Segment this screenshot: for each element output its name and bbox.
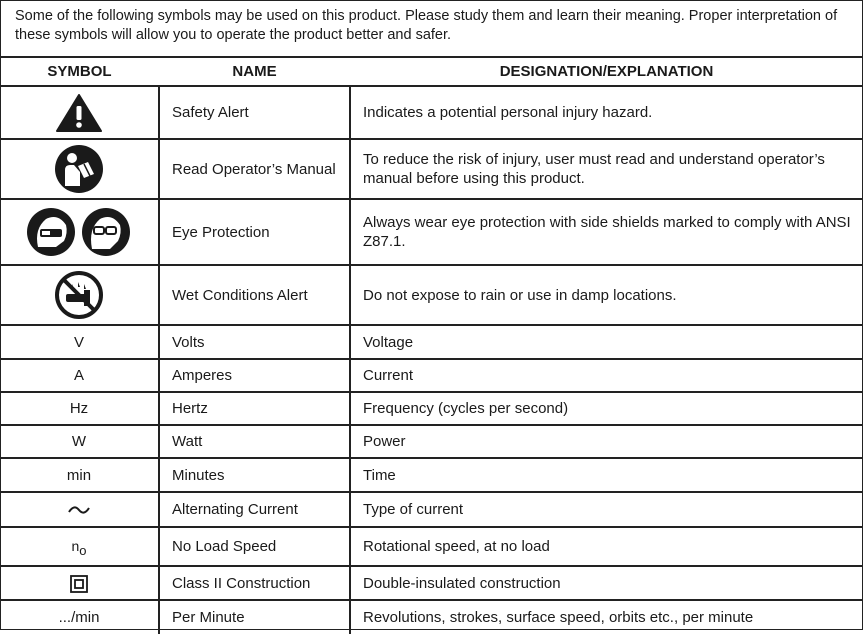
table-row: [0, 325, 863, 359]
symbol-cell: [0, 392, 159, 425]
explanation-cell: Current: [350, 359, 863, 392]
name-cell: Volts: [159, 325, 350, 359]
explanation-cell: Revolutions, strokes, surface speed, orbits etc., per minute: [350, 600, 863, 634]
wet-conditions-icon: [54, 270, 104, 320]
name-cell: Wet Conditions Alert: [159, 265, 350, 325]
symbol-cell: [0, 425, 159, 458]
table-row: [0, 458, 863, 492]
name-cell: Per Minute: [159, 600, 350, 634]
symbol-cell: [0, 492, 159, 527]
symbol-cell: [0, 139, 159, 199]
explanation-cell: Power: [350, 425, 863, 458]
name-cell: Minutes: [159, 458, 350, 492]
symbol-cell: [0, 566, 159, 600]
table-row: [0, 492, 863, 527]
table-row: [0, 566, 863, 600]
table-row: [0, 199, 863, 265]
table-row: [0, 425, 863, 458]
name-cell: Hertz: [159, 392, 350, 425]
name-cell: Safety Alert: [159, 86, 350, 139]
symbol-cell: [0, 600, 159, 634]
symbol-subscript: o: [79, 543, 87, 558]
symbol-cell: [0, 458, 159, 492]
alternating-current-icon: [67, 503, 91, 517]
symbol-text: Hz: [69, 400, 89, 417]
symbol-cell: [0, 199, 159, 265]
symbol-cell: [0, 325, 159, 359]
symbol-cell: [0, 527, 159, 566]
name-cell: Alternating Current: [159, 492, 350, 527]
symbol-cell: [0, 86, 159, 139]
name-cell: Class II Construction: [159, 566, 350, 600]
symbol-text: V: [73, 333, 84, 351]
explanation-cell: Frequency (cycles per second): [350, 392, 863, 425]
table-row: [0, 86, 863, 139]
table-row: [0, 359, 863, 392]
symbol-text: W: [71, 433, 87, 450]
class-ii-construction-icon: [70, 575, 88, 593]
intro-text: Some of the following symbols may be used on this product. Please study them and learn their meaning. Proper interpretation of these symbols will allow you to operate the product better and safer.: [15, 8, 838, 43]
symbol-text: n: [71, 538, 80, 554]
symbol-cell: [0, 359, 159, 392]
explanation-cell: Voltage: [350, 325, 863, 359]
symbol-cell: [0, 265, 159, 325]
explanation-cell: Double-insulated construction: [350, 566, 863, 600]
symbols-table: [0, 56, 863, 634]
explanation-cell: Rotational speed, at no load: [350, 527, 863, 566]
header-explanation: DESIGNATION/EXPLANATION: [350, 57, 863, 86]
eye-protection-icon: [26, 207, 132, 257]
table-row: [0, 392, 863, 425]
symbol-text: A: [73, 367, 84, 384]
explanation-cell: Type of current: [350, 492, 863, 527]
no-load-speed-symbol: [71, 538, 87, 558]
explanation-cell: Do not expose to rain or use in damp locations.: [350, 265, 863, 325]
symbol-text: min: [66, 466, 92, 484]
explanation-cell: Time: [350, 458, 863, 492]
table-row: [0, 139, 863, 199]
name-cell: Eye Protection: [159, 199, 350, 265]
header-name: NAME: [159, 57, 350, 86]
header-row: [0, 57, 863, 86]
explanation-cell: Indicates a potential personal injury hazard.: [350, 86, 863, 139]
explanation-cell: Always wear eye protection with side shields marked to comply with ANSI Z87.1.: [350, 199, 863, 265]
name-cell: No Load Speed: [159, 527, 350, 566]
name-cell: Watt: [159, 425, 350, 458]
table-row: [0, 600, 863, 634]
header-symbol: SYMBOL: [0, 57, 159, 86]
explanation-cell: To reduce the risk of injury, user must read and understand operator’s manual before using this product.: [350, 139, 863, 199]
table-row: [0, 527, 863, 566]
name-cell: Read Operator’s Manual: [159, 139, 350, 199]
name-cell: Amperes: [159, 359, 350, 392]
read-manual-icon: [54, 144, 104, 194]
symbol-text: .../min: [58, 609, 100, 626]
safety-alert-triangle-icon: [56, 93, 102, 133]
table-row: [0, 265, 863, 325]
